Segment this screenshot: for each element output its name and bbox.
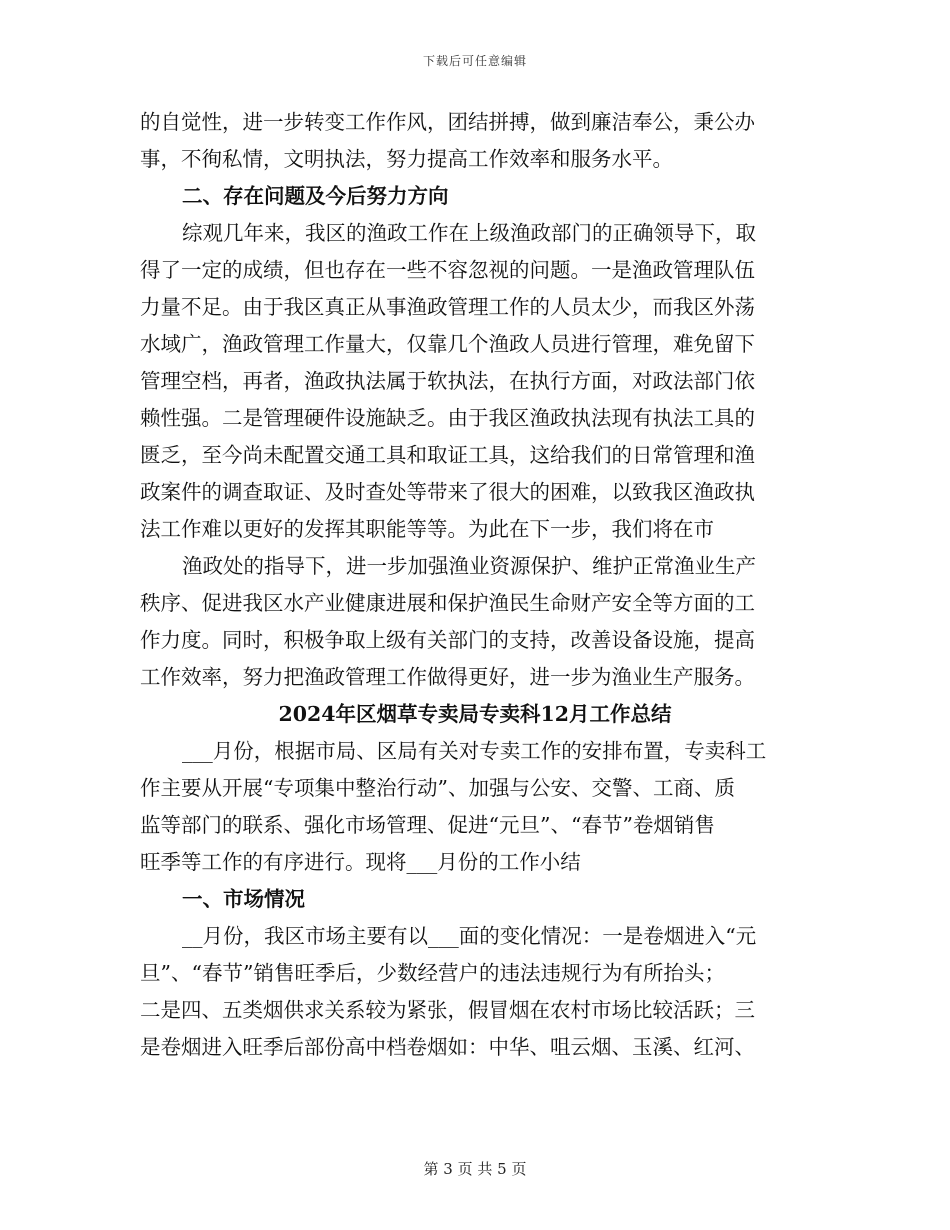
- text-line: 政案件的调查取证、及时查处等带来了很大的困难，以致我区渔政执: [140, 480, 755, 504]
- text-line: 作力度。同时，积极争取上级有关部门的支持，改善设备设施，提高: [140, 628, 755, 652]
- text-line: 渔政处的指导下，进一步加强渔业资源保护、维护正常渔业生产: [182, 554, 756, 578]
- text-line: 的自觉性，进一步转变工作作风，团结拼搏，做到廉洁奉公，秉公办: [140, 110, 755, 134]
- text-line: 秩序、促进我区水产业健康进展和保护渔民生命财产安全等方面的工: [140, 591, 755, 615]
- text-line: 法工作难以更好的发挥其职能等等。为此在下一步，我们将在市: [140, 517, 714, 541]
- text-line: 赖性强。二是管理硬件设施缺乏。由于我区渔政执法现有执法工具的: [140, 406, 755, 430]
- text-line: 匮乏，至今尚未配置交通工具和取证工具，这给我们的日常管理和渔: [140, 443, 755, 467]
- text-line: 得了一定的成绩，但也存在一些不容忽视的问题。一是渔政管理队伍: [140, 258, 755, 282]
- text-line: 管理空档，再者，渔政执法属于软执法，在执行方面，对政法部门依: [140, 369, 755, 393]
- text-line: 事，不徇私情，文明执法，努力提高工作效率和服务水平。: [140, 147, 673, 171]
- document-body: [140, 104, 800, 1066]
- page-header: 下载后可任意编辑: [422, 54, 527, 68]
- text-line: __月份，我区市场主要有以___面的变化情况：一是卷烟进入“元: [182, 924, 757, 948]
- document-title: 2024年区烟草专卖局专卖科12月工作总结: [278, 702, 672, 726]
- section-heading: 一、市场情况: [182, 887, 305, 911]
- text-line: ___月份，根据市局、区局有关对专卖工作的安排布置，专卖科工: [182, 739, 767, 763]
- page-footer: 第 3 页 共 5 页: [423, 1160, 527, 1178]
- section-heading: 二、存在问题及今后努力方向: [182, 184, 449, 208]
- text-line: 旺季等工作的有序进行。现将___月份的工作小结: [140, 850, 581, 874]
- text-line: 监等部门的联系、强化市场管理、促进“元旦”、“春节”卷烟销售: [140, 813, 715, 837]
- text-line: 旦”、“春节”销售旺季后，少数经营户的违法违规行为有所抬头；: [140, 961, 725, 985]
- text-line: 是卷烟进入旺季后部份高中档卷烟如：中华、咀云烟、玉溪、红河、: [140, 1035, 755, 1059]
- text-line: 二是四、五类烟供求关系较为紧张，假冒烟在农村市场比较活跃；三: [140, 998, 755, 1022]
- text-line: 作主要从开展“专项集中整治行动”、加强与公安、交警、工商、质: [140, 776, 735, 800]
- text-line: 综观几年来，我区的渔政工作在上级渔政部门的正确领导下，取: [182, 221, 756, 245]
- text-line: 工作效率，努力把渔政管理工作做得更好，进一步为渔业生产服务。: [140, 665, 755, 689]
- text-line: 水域广，渔政管理工作量大，仅靠几个渔政人员进行管理，难免留下: [140, 332, 755, 356]
- text-line: 力量不足。由于我区真正从事渔政管理工作的人员太少，而我区外荡: [140, 295, 755, 319]
